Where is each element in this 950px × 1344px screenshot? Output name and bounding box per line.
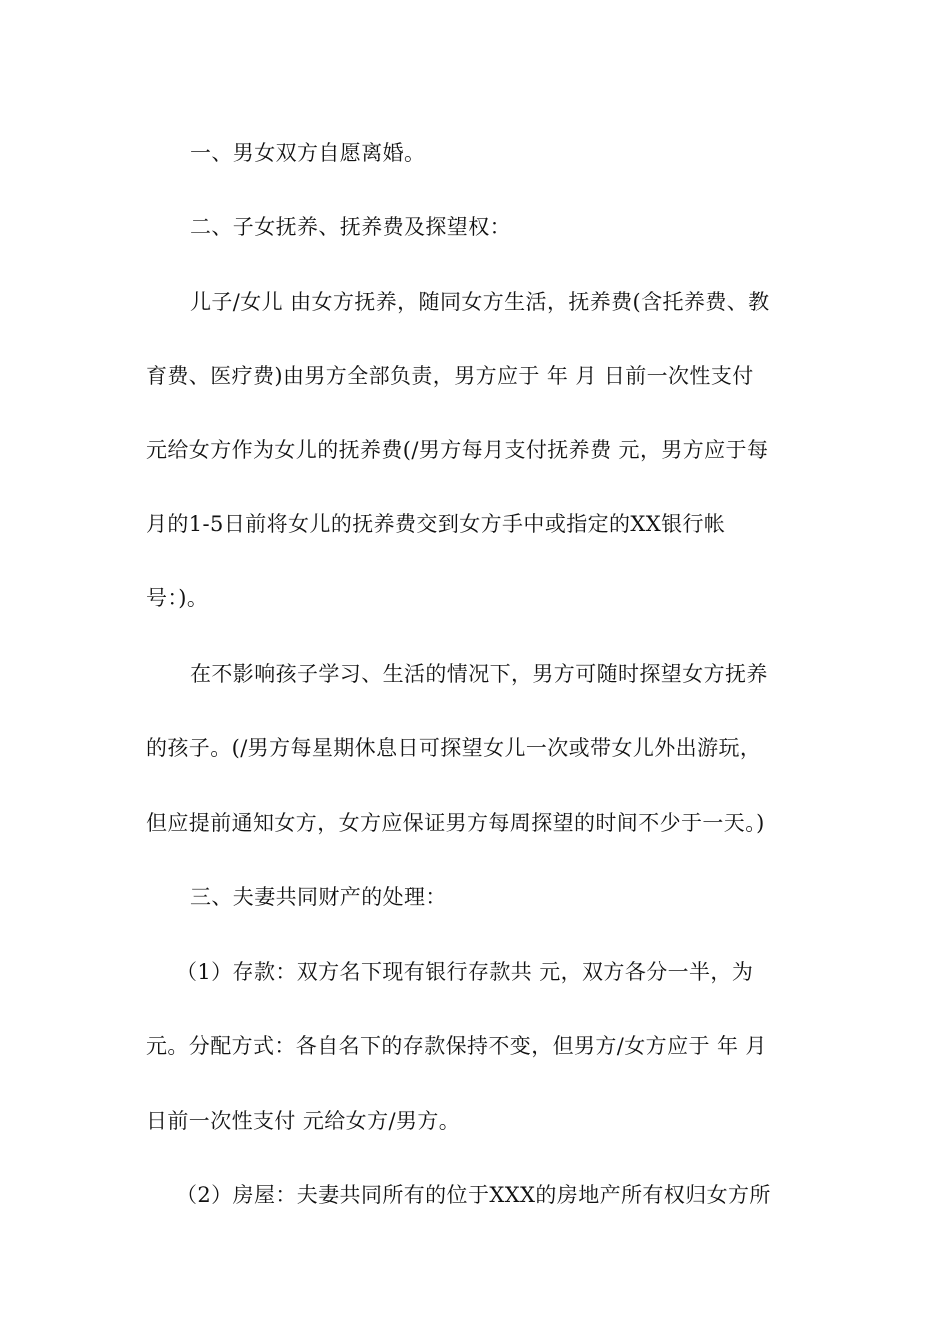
paragraph-line: 元给女方作为女儿的抚养费(/男方每月支付抚养费 元，男方应于每 bbox=[146, 438, 769, 462]
paragraph-line: （1）存款：双方名下现有银行存款共 元，双方各分一半，为 bbox=[176, 960, 754, 984]
paragraph-line: （2）房屋：夫妻共同所有的位于XXX的房地产所有权归女方所 bbox=[176, 1183, 771, 1207]
section-3-heading: 三、夫妻共同财产的处理： bbox=[190, 885, 447, 909]
paragraph-line: 儿子/女儿 由女方抚养，随同女方生活，抚养费(含托养费、教 bbox=[190, 290, 770, 314]
paragraph-line: 但应提前通知女方，女方应保证男方每周探望的时间不少于一天。) bbox=[146, 811, 765, 835]
paragraph-line: 育费、医疗费)由男方全部负责，男方应于 年 月 日前一次性支付 bbox=[146, 364, 754, 388]
section-2-heading: 二、子女抚养、抚养费及探望权： bbox=[190, 215, 511, 239]
section-1-heading: 一、男女双方自愿离婚。 bbox=[190, 141, 426, 165]
paragraph-line: 号：)。 bbox=[146, 586, 209, 610]
paragraph-line: 在不影响孩子学习、生活的情况下，男方可随时探望女方抚养 bbox=[190, 662, 768, 686]
paragraph-line: 的孩子。(/男方每星期休息日可探望女儿一次或带女儿外出游玩， bbox=[146, 736, 762, 760]
paragraph-line: 日前一次性支付 元给女方/男方。 bbox=[146, 1109, 461, 1133]
paragraph-line: 月的1-5日前将女儿的抚养费交到女方手中或指定的XX银行帐 bbox=[146, 512, 726, 536]
paragraph-line: 元。分配方式：各自名下的存款保持不变，但男方/女方应于 年 月 bbox=[146, 1034, 767, 1058]
